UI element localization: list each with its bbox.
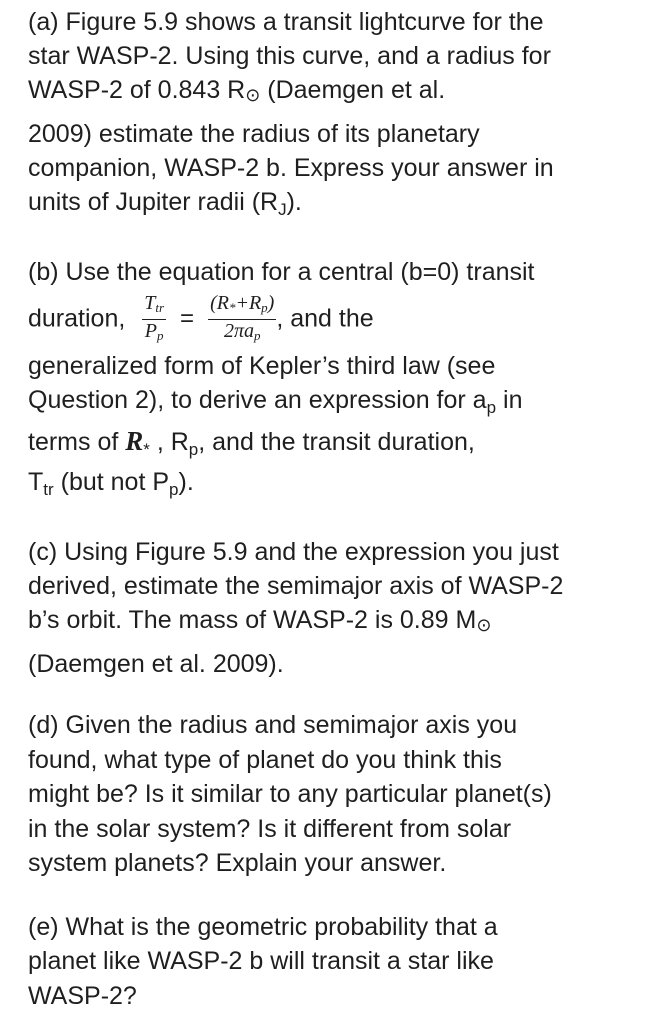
part-b-line-4 <box>28 383 658 425</box>
part-b-line-5 <box>28 424 658 467</box>
rhs-denominator-subscript: p <box>253 327 261 343</box>
part-a-line-3-end: (Daemgen et al. <box>260 76 446 104</box>
rp-subscript: p <box>188 440 199 459</box>
part-b-line-1: (b) Use the equation for a central (b=0) transit <box>28 258 535 286</box>
lhs-denominator <box>142 319 166 347</box>
part-c-line-3 <box>28 603 658 642</box>
part-b-line-2-text: duration, <box>28 304 126 333</box>
jupiter-subscript: J <box>278 200 287 219</box>
part-b-line-4-end: in <box>496 386 523 414</box>
solar-symbol: ⊙ <box>245 85 261 105</box>
ap-subscript: p <box>486 398 497 417</box>
solar-mass-symbol: ⊙ <box>476 615 492 635</box>
lhs-numerator-subscript: tr <box>155 299 165 315</box>
part-a-line-5: companion, WASP-2 b. Express your answer in <box>28 154 554 182</box>
part-c-line-2: derived, estimate the semimajor axis of WASP-2 <box>28 572 564 600</box>
ttr-subscript: tr <box>43 480 54 499</box>
part-d-line-4: in the solar system? Is it different from solar <box>28 815 512 843</box>
part-a-line-6 <box>28 185 658 227</box>
part-b-line-4-text: Question 2), to derive an expression for a <box>28 386 487 414</box>
part-e-line-3: WASP-2? <box>28 982 137 1010</box>
part-b-line-2-end: , and the <box>276 304 374 333</box>
part-a-line-4: 2009) estimate the radius of its planetary <box>28 120 480 148</box>
rhs-numerator-close: ) <box>267 291 275 314</box>
part-a-line-6-text: units of Jupiter radii (R <box>28 188 279 216</box>
part-a-line-6-end: ). <box>286 188 302 216</box>
transit-duration-equation <box>142 288 276 349</box>
part-a-line-2: star WASP-2. Using this curve, and a radius for <box>28 42 551 70</box>
rhs-numerator-open: (R <box>210 291 229 314</box>
lhs-denominator-symbol: P <box>144 319 157 342</box>
part-d-line-1: (d) Given the radius and semimajor axis you <box>28 711 518 739</box>
r-star-subscript: * <box>143 440 150 459</box>
part-a-line-1: (a) Figure 5.9 shows a transit lightcurve for the <box>28 8 544 36</box>
part-a-line-3-text: WASP-2 of 0.843 R <box>28 76 246 104</box>
part-b-line-3: generalized form of Kepler’s third law (see <box>28 352 496 380</box>
rhs-numerator <box>208 292 276 319</box>
part-b-line-5-mid: , R <box>149 428 189 456</box>
part-b-line-5-text: terms of <box>28 428 126 456</box>
part-b-line-2 <box>28 287 658 347</box>
pp-subscript: p <box>169 480 179 499</box>
rhs-fraction <box>208 292 276 347</box>
lhs-numerator-symbol: T <box>144 291 156 314</box>
rhs-numerator-subscript: p <box>261 299 268 315</box>
lhs-fraction <box>142 292 166 347</box>
part-d-line-5: system planets? Explain your answer. <box>28 849 447 877</box>
part-b-line-6 <box>28 465 658 507</box>
lhs-numerator <box>142 292 166 319</box>
part-e-line-2: planet like WASP-2 b will transit a star like <box>28 947 494 975</box>
part-d-line-3: might be? Is it similar to any particular planet(s) <box>28 780 552 808</box>
part-c-line-4: (Daemgen et al. 2009). <box>28 650 284 678</box>
part-c-line-3-text: b’s orbit. The mass of WASP-2 is 0.89 M <box>28 606 477 634</box>
rhs-denominator-symbol: 2πa <box>223 319 254 342</box>
part-b-line-6-mid: (but not P <box>53 468 170 496</box>
rhs-denominator <box>208 319 276 347</box>
part-a-line-3 <box>28 73 658 112</box>
part-d-line-2: found, what type of planet do you think this <box>28 746 502 774</box>
rhs-numerator-mid: +R <box>235 291 262 314</box>
equals-sign: = <box>180 305 195 333</box>
lhs-denominator-subscript: p <box>157 327 164 343</box>
part-c-line-1: (c) Using Figure 5.9 and the expression you just <box>28 538 559 566</box>
part-b-line-6-end: ). <box>178 468 194 496</box>
r-star-symbol: R <box>125 426 144 456</box>
part-b-line-6-text: T <box>28 468 44 496</box>
rhs-numerator-star: * <box>228 299 236 315</box>
part-e-line-1: (e) What is the geometric probability that a <box>28 913 498 941</box>
part-b-line-5-end: , and the transit duration, <box>198 428 475 456</box>
